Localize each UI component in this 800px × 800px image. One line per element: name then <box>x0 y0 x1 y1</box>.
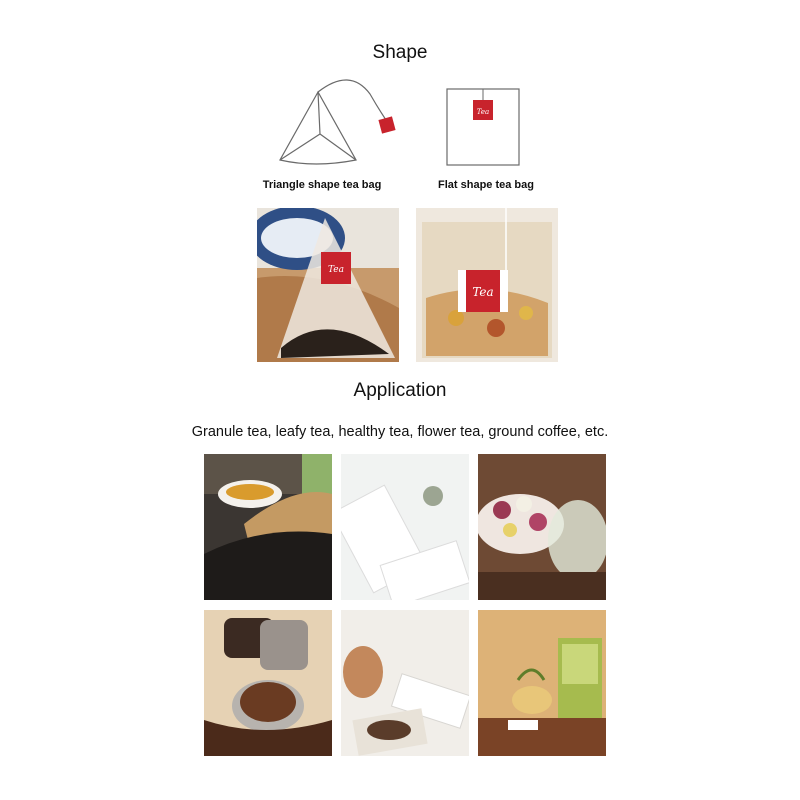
flat-teabag-diagram <box>440 82 530 172</box>
application-photo-leafy-tea <box>204 454 332 600</box>
triangle-caption: Triangle shape tea bag <box>262 179 382 191</box>
shape-heading: Shape <box>372 42 428 63</box>
triangle-teabag-diagram <box>270 72 410 172</box>
application-heading: Application <box>353 380 447 401</box>
application-description: Granule tea, leafy tea, healthy tea, flower tea, ground coffee, etc. <box>191 424 609 440</box>
application-photo-teabags <box>341 454 469 600</box>
flat-photo-tag-text: Tea <box>472 285 494 299</box>
application-photo-ground-coffee <box>204 610 332 756</box>
flat-teabag-photo <box>416 208 558 362</box>
flat-tag-text: Tea <box>476 108 490 116</box>
triangle-tag-text: Tea <box>328 265 344 275</box>
application-photo-healthy-tea <box>478 610 606 756</box>
application-photo-flower-tea <box>478 454 606 600</box>
triangle-teabag-photo <box>257 208 399 362</box>
flat-caption: Flat shape tea bag <box>438 179 534 191</box>
application-photo-granule-tea <box>341 610 469 756</box>
